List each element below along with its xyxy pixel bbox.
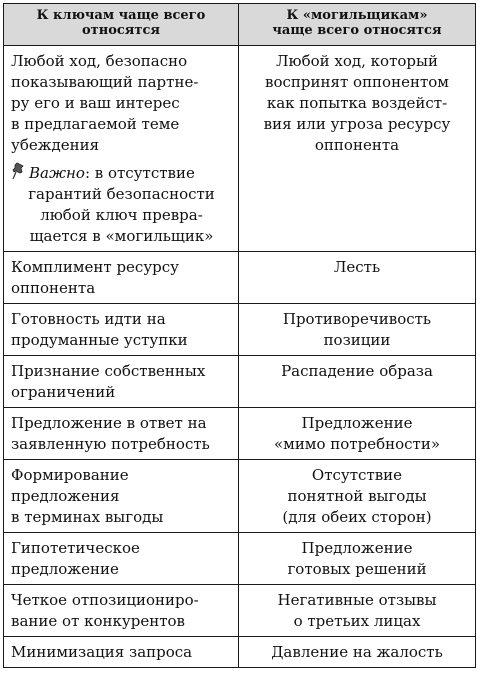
cell-key: [4, 408, 239, 460]
cell-gravedigger-line: позиции: [323, 331, 391, 349]
cell-gravedigger: [239, 356, 476, 408]
table-row: [4, 252, 476, 304]
note-text-line: гарантий безопасности: [28, 185, 215, 203]
cell-gravedigger-line: о третьих лицах: [293, 612, 421, 630]
table-row: [4, 637, 476, 668]
cell-gravedigger: [239, 637, 476, 668]
cell-key: [4, 46, 239, 252]
cell-gravedigger-line: как попытка воздейст-: [266, 94, 448, 112]
cell-gravedigger-line: оппонента: [314, 136, 400, 154]
table-row: [4, 533, 476, 585]
cell-gravedigger-line: (для обеих сторон): [282, 508, 432, 526]
header-gravediggers: [239, 4, 476, 46]
cell-gravedigger-line: понятной выгоды: [287, 487, 427, 505]
cell-key-line: предложение: [11, 560, 119, 578]
cell-key-line: в предлагаемой теме: [11, 115, 180, 133]
cell-gravedigger: [239, 408, 476, 460]
table-header-row: [4, 4, 476, 46]
note-text-line: любой ключ превра-: [40, 206, 203, 224]
header-keys: [4, 4, 239, 46]
note-label: Важно: [29, 164, 85, 182]
cell-key-line: Формирование: [11, 466, 129, 484]
cell-gravedigger: [239, 460, 476, 533]
cell-key: [4, 252, 239, 304]
cell-key-line: продуманные уступки: [11, 331, 188, 349]
cell-key: [4, 460, 239, 533]
cell-key-line: оппонента: [11, 279, 96, 297]
cell-key-line: вание от конкурентов: [11, 612, 185, 630]
cell-gravedigger-line: вия или угроза ресурсу: [263, 115, 451, 133]
table-row: [4, 585, 476, 637]
cell-gravedigger-line: Противоречивость: [282, 310, 432, 328]
cell-key-line: в терминах выгоды: [11, 508, 164, 526]
cell-key: [4, 304, 239, 356]
cell-gravedigger-line: Негативные отзывы: [277, 591, 437, 609]
cell-gravedigger-line: Отсутствие: [311, 466, 403, 484]
cell-gravedigger-line: готовых решений: [287, 560, 427, 578]
cell-gravedigger: [239, 585, 476, 637]
cell-gravedigger: [239, 252, 476, 304]
comparison-table: [3, 3, 476, 668]
cell-key-line: Готовность идти на: [11, 310, 166, 328]
cell-gravedigger-line: Любой ход, который: [276, 52, 438, 70]
cell-key-line: Комплимент ресурсу: [11, 258, 179, 276]
cell-gravedigger-line: Давление на жалость: [271, 643, 443, 661]
note-text: : в отсутствие: [84, 164, 195, 182]
header-gravediggers-line: чаще всего относятся: [272, 23, 442, 38]
cell-key-line: Гипотетическое: [11, 539, 140, 557]
cell-gravedigger: [239, 533, 476, 585]
header-gravediggers-line: К «могильщикам»: [286, 8, 428, 23]
cell-gravedigger-line: «мимо потребности»: [273, 435, 441, 453]
cell-key-line: заявленную потребность: [11, 435, 210, 453]
cell-gravedigger-line: воспринят оппонентом: [265, 73, 449, 91]
cell-key: [4, 585, 239, 637]
cell-key-line: Любой ход, безопасно: [11, 52, 188, 70]
table-row: [4, 46, 476, 252]
table-row: [4, 408, 476, 460]
cell-gravedigger-line: Лесть: [333, 258, 381, 276]
cell-key: [4, 637, 239, 668]
note-first-line: [11, 162, 232, 184]
cell-key: [4, 533, 239, 585]
cell-gravedigger: [239, 304, 476, 356]
header-keys-line: относятся: [81, 23, 160, 38]
cell-key-line: ру его и ваш интерес: [11, 94, 180, 112]
cell-gravedigger: [239, 46, 476, 252]
cell-key-line: показывающий партне-: [11, 73, 199, 91]
cell-key-line: Предложение в ответ на: [11, 414, 207, 432]
cell-key-line: Четкое отпозициониро-: [11, 591, 199, 609]
table-row: [4, 304, 476, 356]
cell-key: [4, 356, 239, 408]
document-page: [3, 3, 475, 668]
cell-key-line: ограничений: [11, 383, 116, 401]
cell-key-line: убеждения: [11, 136, 100, 154]
cell-gravedigger-line: Предложение: [301, 414, 413, 432]
cell-key-line: предложения: [11, 487, 120, 505]
important-note: [11, 162, 232, 247]
note-text-line: щается в «могильщик»: [29, 227, 214, 245]
table-row: [4, 460, 476, 533]
cell-key-line: Признание собственных: [11, 362, 206, 380]
cell-gravedigger-line: Распадение образа: [281, 362, 433, 380]
cell-key-line: Минимизация запроса: [11, 643, 193, 661]
table-row: [4, 356, 476, 408]
header-keys-line: К ключам чаще всего: [36, 8, 206, 23]
cell-gravedigger-line: Предложение: [301, 539, 413, 557]
pushpin-icon: [11, 162, 27, 180]
